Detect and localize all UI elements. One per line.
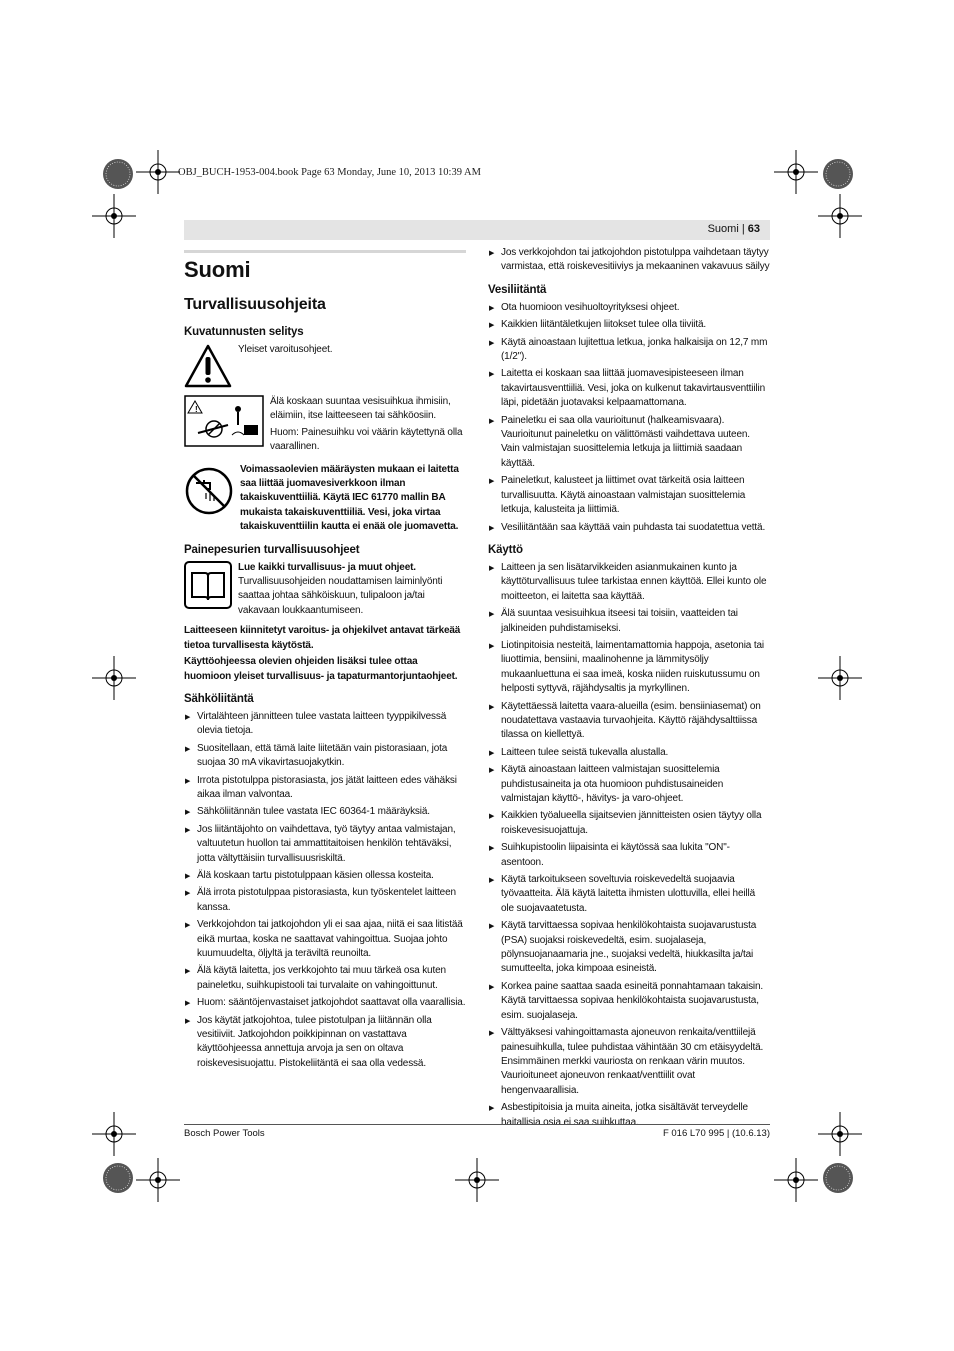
list-item: ▶ Verkkojohdon tai jatkojohdon yli ei saa ajaa, niitä ei saa litistää eikä murtaa, koska ne saattavat vahingoittua. Suojaa johto kuumuudelta, öljyltä ja teräviltä reunoilta. <box>184 918 466 961</box>
no-drinking-water-connection-icon <box>184 463 234 535</box>
list-item: ▶ Jos käytät jatkojohtoa, tulee pistotulpan ja liitännän olla vesitiiviit. Jatkojohdon poikkipinnan on vastattava käyttöohjeessa annettuja arvoja ja sen on oltava roiskevesisuojattu. Pistokeliitäntä ei saa olla vedessä. <box>184 1014 466 1072</box>
list-item: ▶ Virtalähteen jännitteen tulee vastata laitteen tyyppikilvessä olevia tietoja. <box>184 710 466 739</box>
crosshair-mark-bottom-left <box>136 1158 180 1202</box>
list-item: ▶ Laitteen ja sen lisätarvikkeiden asianmukainen kunto ja käyttöturvallisuus tulee tarkistaa ennen käyttöä. Ellei kunto ole moitteeton, ei laitetta saa käyttää. <box>488 561 770 604</box>
registration-mark-bottom-left <box>98 1158 138 1198</box>
header-page-label <box>708 223 760 235</box>
header-separator: | <box>741 223 745 235</box>
read-manual-rest: Turvallisuusohjeiden noudattamisen laiminlyönti saattaa johtaa sähköiskuun, tulipaloon ja/tai vakavaan loukkaantumiseen. <box>238 576 443 616</box>
list-item: ▶ Käytä ainoastaan lujitettua letkua, jonka halkaisija on 12,7 mm (1/2"). <box>488 336 770 365</box>
list-item: ▶ Irrota pistotulppa pistorasiasta, jos jätät laitteen edes vähäksi aikaa ilman valvontaa. <box>184 774 466 803</box>
symbol-general-text: Yleiset varoitusohjeet. <box>238 344 333 355</box>
read-manual-text <box>238 561 466 619</box>
crosshair-mark-left-bottom <box>92 1112 136 1156</box>
list-item: ▶ Laitetta ei koskaan saa liittää juomavesipisteeseen ilman takavirtausventtiiliä. Vesi, joka on kulkenut takavirtausventtiilin läpi, pidetään juotavaksi kelpaamattomana. <box>488 367 770 410</box>
page-title: Suomi <box>184 257 251 282</box>
list-item: ▶ Älä käytä laitetta, jos verkkojohto tai muu tärkeä osa kuten paineletku, suihkupistooli tai turvalaite on vahingoittunut. <box>184 964 466 993</box>
list-item: ▶ Jos liitäntäjohto on vaihdettava, työ täytyy antaa valmistajan, valtuutetun huollon tai ammattitaitoisen henkilön tehtäväksi, jotta vältyttäisiin turvallisuusriskiltä. <box>184 823 466 866</box>
list-item: ▶ Välttyäksesi vahingoittamasta ajoneuvon renkaita/venttiilejä painesuihkulla, tulee puhdistaa vähintään 30 cm etäisyydeltä. Ensimmäinen merkki vauriosta on renkaan värin muutos. Vaurioituneet ajoneuvon renkaat/venttiilit ovat hengenvaarallisia. <box>488 1026 770 1098</box>
crosshair-mark-left-middle <box>92 656 136 700</box>
electric-list <box>184 710 466 1071</box>
title-rule <box>184 250 466 253</box>
list-item: ▶ Jos verkkojohdon tai jatkojohdon pistotulppa vaihdetaan täytyy varmistaa, että roiskevesitiiviys ja mekaaninen vakavuus säilyy <box>488 246 770 275</box>
use-list <box>488 561 770 1130</box>
list-item: ▶ Älä koskaan tartu pistotulppaan käsien ollessa kosteita. <box>184 869 466 883</box>
list-item: ▶ Käytä tarvittaessa sopivaa henkilökohtaista suojavarustusta (PSA) suojaksi roiskevedeltä, esim. suojalaseja, pölynsuojanaamaria jne., suojaksi vedeltä, hiukkasilta ja/tai sumutteelta, joka kimpoaa esineistä. <box>488 919 770 977</box>
list-item: ▶ Käytä tarkoitukseen soveltuvia roiskevedeltä suojaavia työvaatteita. Älä käytä laitetta ihmisten ulottuvilla, ellei heillä ole suojavaatetusta. <box>488 873 770 916</box>
crosshair-mark-right-bottom <box>818 1112 862 1156</box>
symbol-spray-text <box>270 395 466 457</box>
list-item: ▶ Huom: sääntöjenvastaiset jatkojohdot saattavat olla vaarallisia. <box>184 996 466 1010</box>
registration-mark-top-right <box>818 154 858 194</box>
crosshair-mark-top-right <box>774 150 818 194</box>
symbol-general-row <box>184 343 466 389</box>
list-item: ▶ Paineletkut, kalusteet ja liittimet ovat tärkeitä osia laitteen turvallisuutta. Käytä ainoastaan valmistajan suosittelemia letkuja, kalusteita ja liittimiä. <box>488 474 770 517</box>
crosshair-mark-bottom-right <box>774 1158 818 1202</box>
list-item: ▶ Sähköliitännän tulee vastata IEC 60364-1 määräyksiä. <box>184 805 466 819</box>
warning-triangle-icon <box>184 343 232 389</box>
safety-heading: Turvallisuusohjeita <box>184 296 326 313</box>
list-item: ▶ Vesiliitäntään saa käyttää vain puhdasta tai suodatettua vettä. <box>488 521 770 535</box>
manual-note: Käyttöohjeessa olevien ohjeiden lisäksi tulee ottaa huomioon yleiset turvallisuus- ja tapaturmantorjuntaohjeet. <box>184 656 458 682</box>
symbol-spray-row <box>184 395 466 457</box>
registration-mark-top-left <box>98 154 138 194</box>
svg-text:!: ! <box>195 405 198 414</box>
water-heading: Vesiliitäntä <box>488 283 547 296</box>
electric-heading: Sähköliitäntä <box>184 692 254 705</box>
footer-publisher: Bosch Power Tools <box>184 1128 265 1139</box>
list-item: ▶ Kaikkien liitäntäletkujen liitokset tulee olla tiiviitä. <box>488 318 770 332</box>
crosshair-mark-right-top <box>818 194 862 238</box>
list-item: ▶ Suositellaan, että tämä laite liitetään vain pistorasiaan, jota suojaa 30 mA vikavirtasuojakytkin. <box>184 742 466 771</box>
right-top-list <box>488 246 770 275</box>
read-manual-bold: Lue kaikki turvallisuus- ja muut ohjeet. <box>238 561 416 573</box>
symbol-spray-text-1: Älä koskaan suuntaa vesisuihkua ihmisiin, eläimiin, itse laitteeseen tai sähköosiin. <box>270 396 451 422</box>
list-item: ▶ Paineletku ei saa olla vaurioitunut (halkeamisvaara). Vaurioitunut paineletku on välittömästi vaihdettava uuteen. Vain valmistajan suosittelemia letkuja ja liittimiä saadaan käyttää. <box>488 414 770 472</box>
symbol-spray-text-2: Huom: Painesuihku voi väärin käytettynä olla vaarallinen. <box>270 426 463 453</box>
list-item: ▶ Korkea paine saattaa saada esineitä ponnahtamaan takaisin. Käytä tarvittaessa sopivaa henkilökohtaista suojavarustusta, esim. suojalaseja. <box>488 980 770 1023</box>
right-column <box>488 246 770 1133</box>
list-item: ▶ Asbestipitoisia ja muita aineita, jotka sisältävät terveydelle haitallisia osia ei saa suihkuttaa. <box>488 1101 770 1130</box>
labels-note: Laitteeseen kiinnitetyt varoitus- ja ohjekilvet antavat tärkeää tietoa turvallisesta käytöstä. <box>184 625 461 651</box>
list-item: ▶ Liotinpitoisia nesteitä, laimentamattomia happoja, asetonia tai liuottimia, bensiini, maalinohenne ja lämmitysöljy mukaanluettuna ei saa imeä, koska niiden ruiskutussumu on helposti syttyvä, räjähdysaltis ja myrkyllinen. <box>488 639 770 697</box>
water-list <box>488 301 770 535</box>
footer-doc-code: F 016 L70 995 | (10.6.13) <box>662 1128 770 1139</box>
list-item: ▶ Käytettäessä laitetta vaara-alueilla (esim. bensiiniasemat) on noudatettava vastaavia turvaohjeita. Käyttö räjähdysalttiissa tilassa on kiellettyä. <box>488 700 770 743</box>
list-item: ▶ Kaikkien työalueella sijaitsevien jännitteisten osien täytyy olla roiskevesisuojattuja. <box>488 809 770 838</box>
symbol-backflow-text: Voimassaolevien määräysten mukaan ei laitetta saa liittää juomavesiverkkoon ilman takaiskuventtiiliä. Käytä IEC 61770 mallin BA mukaista takaiskuventtiiliä. Vesi, joka virtaa takaiskuventtiilin kautta ei enää ole juomavetta. <box>240 463 459 533</box>
page-number: 63 <box>747 223 760 235</box>
use-heading: Käyttö <box>488 543 523 556</box>
list-item: ▶ Laitteen tulee seistä tukevalla alustalla. <box>488 746 770 760</box>
left-column <box>184 250 466 1074</box>
list-item: ▶ Älä irrota pistotulppaa pistorasiasta, kun työskentelet laitteen kanssa. <box>184 886 466 915</box>
print-line: OBJ_BUCH-1953-004.book Page 63 Monday, June 10, 2013 10:39 AM <box>178 167 481 178</box>
crosshair-mark-top-left <box>136 150 180 194</box>
crosshair-mark-left-top <box>92 194 136 238</box>
list-item: ▶ Älä suuntaa vesisuihkua itseesi tai toisiin, vaatteiden tai jalkineiden puhdistamiseksi. <box>488 607 770 636</box>
list-item: ▶ Käytä ainoastaan laitteen valmistajan suosittelemia puhdistusaineita ja ota huomioon puhdistusaineiden valmistajan käyttö-, hävitys- ja varo-ohjeet. <box>488 763 770 806</box>
symbols-heading: Kuvatunnusten selitys <box>184 326 304 338</box>
no-spray-at-people-icon <box>184 395 264 457</box>
header-section: Suomi <box>707 223 739 235</box>
symbol-backflow-row <box>184 463 466 535</box>
read-manual-row <box>184 561 466 619</box>
pressure-washer-heading: Painepesurien turvallisuusohjeet <box>184 543 360 556</box>
read-manual-book-icon <box>184 561 232 619</box>
list-item: ▶ Ota huomioon vesihuoltoyrityksesi ohjeet. <box>488 301 770 315</box>
registration-mark-bottom-right <box>818 1158 858 1198</box>
list-item: ▶ Suihkupistoolin liipaisinta ei käytössä saa lukita "ON"-asentoon. <box>488 841 770 870</box>
page-footer <box>184 1124 770 1139</box>
crosshair-mark-right-middle <box>818 656 862 700</box>
running-header <box>184 220 770 240</box>
crosshair-mark-bottom-center <box>455 1158 499 1202</box>
